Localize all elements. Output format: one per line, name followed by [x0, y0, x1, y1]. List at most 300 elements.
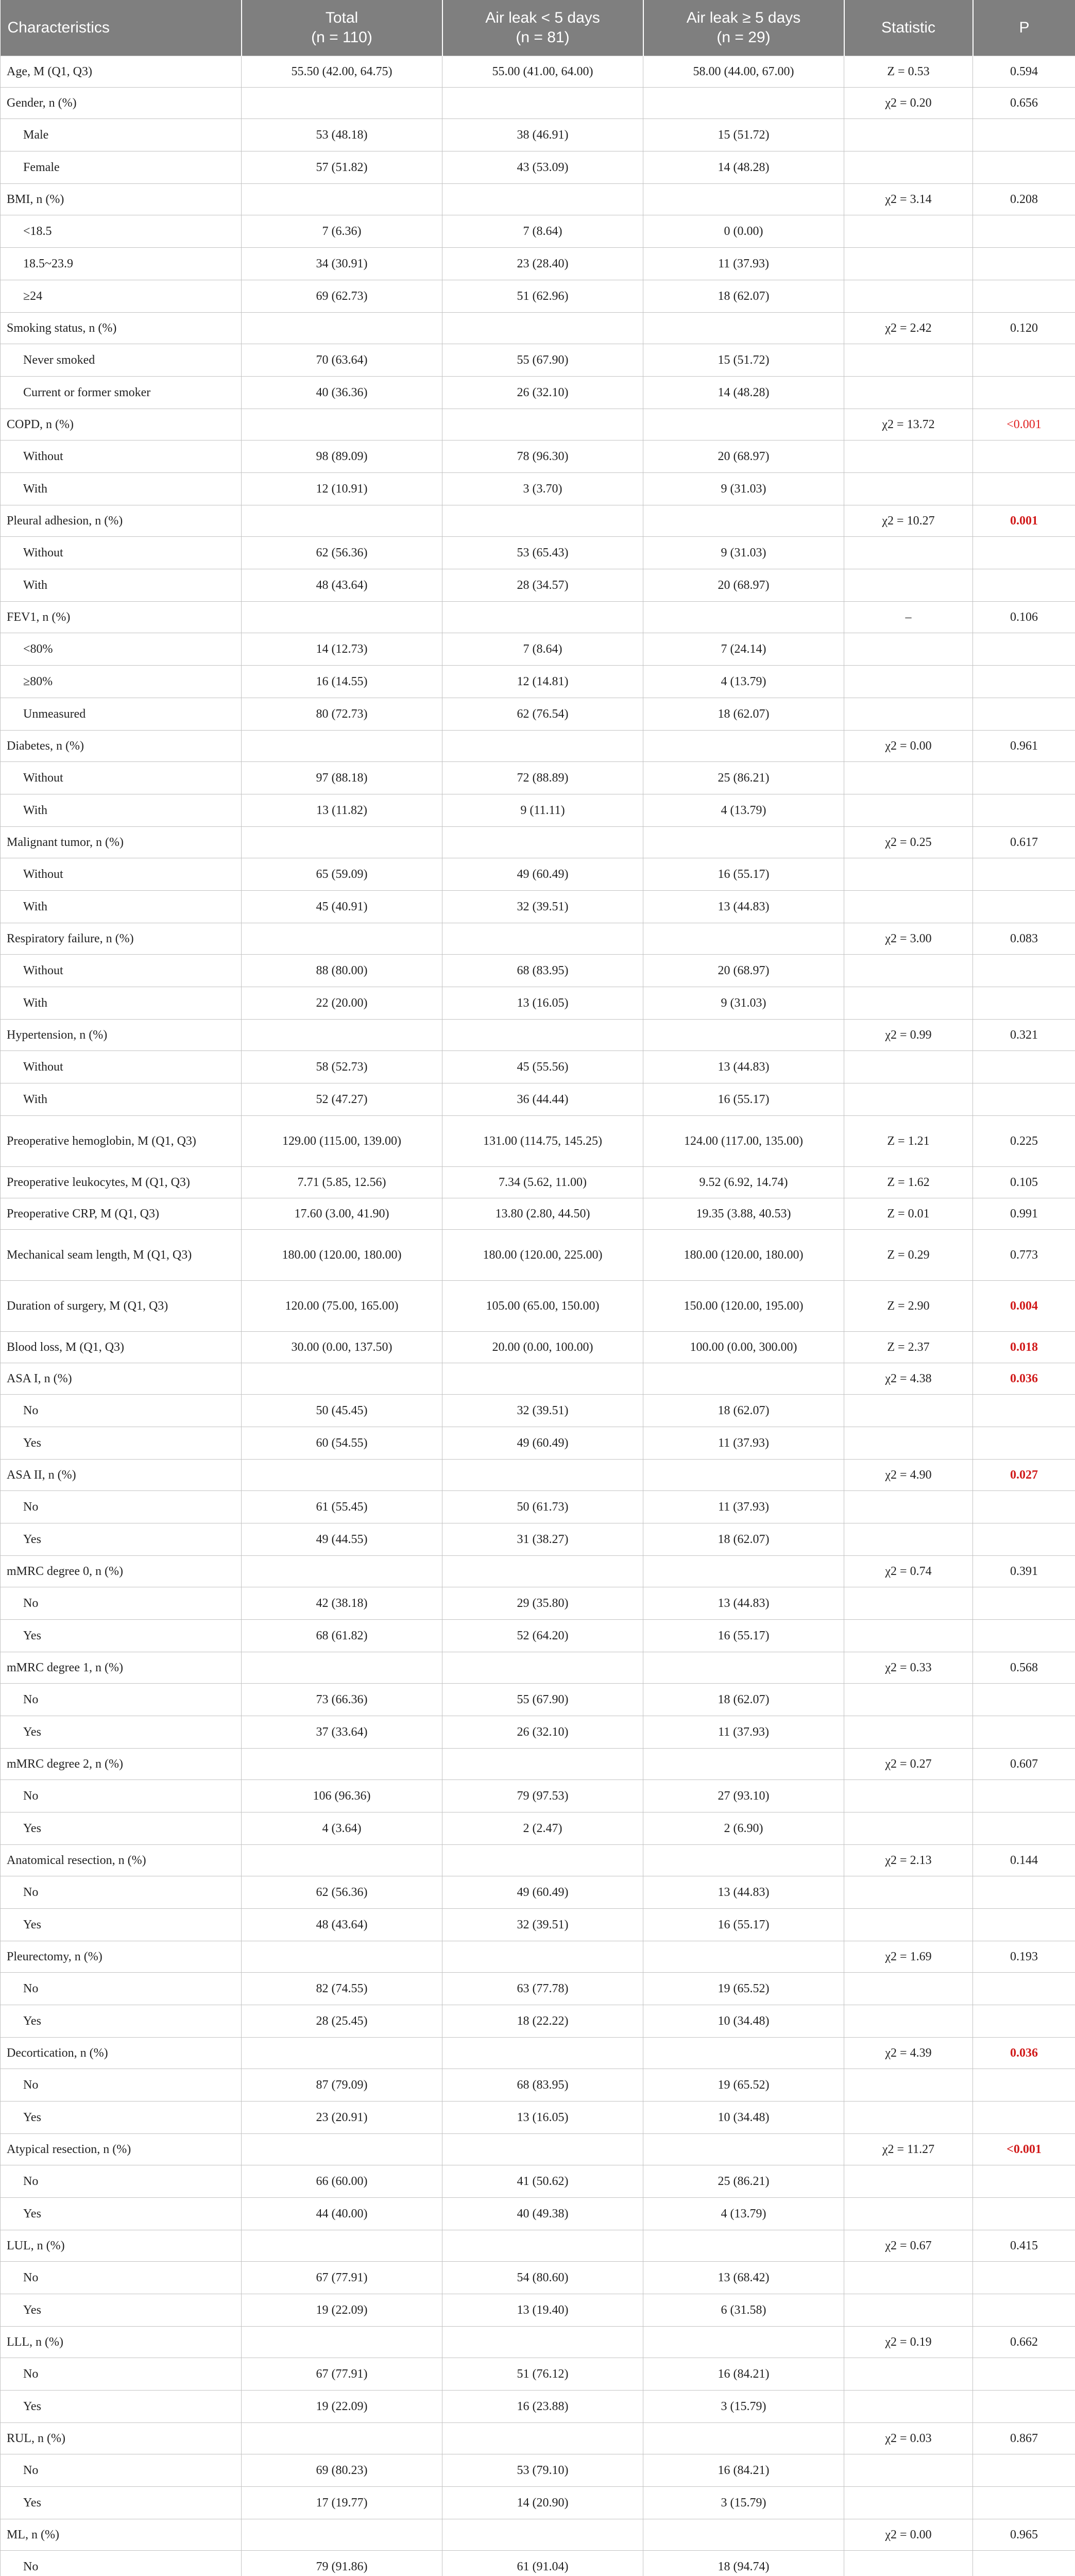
table-row	[1, 344, 1075, 377]
table-row	[1, 2102, 1075, 2134]
statistic-cell	[844, 1523, 973, 1556]
total-cell	[242, 1652, 442, 1684]
total-cell: 129.00 (115.00, 139.00)	[242, 1116, 442, 1167]
total-cell	[242, 88, 442, 119]
total-cell: 22 (20.00)	[242, 987, 442, 1020]
table-row	[1, 1845, 1075, 1876]
table-row	[1, 377, 1075, 409]
total-cell: 69 (80.23)	[242, 2454, 442, 2487]
table-row	[1, 2423, 1075, 2454]
p-value-cell	[973, 2005, 1075, 2038]
p-value-cell: 0.193	[973, 1941, 1075, 1973]
header-air-leak-long	[643, 0, 844, 56]
short-leak-cell	[442, 2134, 643, 2165]
long-leak-cell: 20 (68.97)	[643, 569, 844, 602]
short-leak-cell	[442, 1941, 643, 1973]
long-leak-cell: 16 (84.21)	[643, 2358, 844, 2391]
p-value-cell	[973, 987, 1075, 1020]
table-row	[1, 2487, 1075, 2519]
table-row	[1, 923, 1075, 955]
long-leak-cell: 14 (48.28)	[643, 377, 844, 409]
p-value-cell	[973, 858, 1075, 891]
table-row	[1, 1460, 1075, 1491]
long-leak-cell	[643, 1556, 844, 1587]
table-body	[1, 56, 1075, 2576]
table-row	[1, 1780, 1075, 1812]
statistic-cell	[844, 2294, 973, 2327]
table-row	[1, 1716, 1075, 1749]
p-value-cell: 0.656	[973, 88, 1075, 119]
total-cell: 98 (89.09)	[242, 440, 442, 473]
short-leak-cell: 12 (14.81)	[442, 666, 643, 698]
statistic-cell	[844, 1684, 973, 1716]
short-leak-cell: 26 (32.10)	[442, 1716, 643, 1749]
table-row	[1, 440, 1075, 473]
p-value-cell	[973, 1973, 1075, 2005]
row-label: Yes	[1, 1909, 242, 1941]
short-leak-cell	[442, 88, 643, 119]
row-label: Mechanical seam length, M (Q1, Q3)	[1, 1230, 242, 1281]
p-value-cell	[973, 569, 1075, 602]
table-row	[1, 280, 1075, 313]
row-label: Without	[1, 440, 242, 473]
statistic-cell	[844, 1780, 973, 1812]
p-value-cell: 0.415	[973, 2230, 1075, 2262]
long-leak-cell	[643, 409, 844, 440]
statistic-cell	[844, 666, 973, 698]
statistic-cell	[844, 2005, 973, 2038]
table-row	[1, 2005, 1075, 2038]
statistic-cell	[844, 2069, 973, 2102]
short-leak-cell: 7.34 (5.62, 11.00)	[442, 1167, 643, 1198]
p-value-cell	[973, 2198, 1075, 2230]
short-leak-cell	[442, 505, 643, 537]
statistic-cell: χ2 = 11.27	[844, 2134, 973, 2165]
table-row	[1, 794, 1075, 827]
statistic-cell	[844, 1909, 973, 1941]
row-label: Preoperative hemoglobin, M (Q1, Q3)	[1, 1116, 242, 1167]
total-cell	[242, 731, 442, 762]
header-total	[242, 0, 442, 56]
row-label: With	[1, 891, 242, 923]
statistic-cell: Z = 1.62	[844, 1167, 973, 1198]
long-leak-cell: 150.00 (120.00, 195.00)	[643, 1281, 844, 1332]
row-label: Malignant tumor, n (%)	[1, 827, 242, 858]
short-leak-cell: 105.00 (65.00, 150.00)	[442, 1281, 643, 1332]
row-label: Unmeasured	[1, 698, 242, 731]
total-cell: 34 (30.91)	[242, 248, 442, 280]
statistic-cell	[844, 2102, 973, 2134]
row-label: Atypical resection, n (%)	[1, 2134, 242, 2165]
total-cell: 30.00 (0.00, 137.50)	[242, 1332, 442, 1363]
long-leak-cell: 18 (62.07)	[643, 1684, 844, 1716]
table-row	[1, 2230, 1075, 2262]
statistic-cell	[844, 344, 973, 377]
short-leak-cell: 61 (91.04)	[442, 2551, 643, 2576]
total-cell: 67 (77.91)	[242, 2262, 442, 2294]
long-leak-cell	[643, 827, 844, 858]
short-leak-cell	[442, 602, 643, 633]
total-cell: 19 (22.09)	[242, 2391, 442, 2423]
row-label: No	[1, 2165, 242, 2198]
p-value-cell: 0.004	[973, 1281, 1075, 1332]
row-label: Without	[1, 762, 242, 794]
short-leak-cell: 7 (8.64)	[442, 215, 643, 248]
p-value-cell: 0.106	[973, 602, 1075, 633]
total-cell	[242, 1749, 442, 1780]
long-leak-cell: 19.35 (3.88, 40.53)	[643, 1198, 844, 1230]
row-label: Yes	[1, 2487, 242, 2519]
row-label: Male	[1, 119, 242, 151]
p-value-cell: 0.594	[973, 56, 1075, 88]
p-value-cell	[973, 1051, 1075, 1083]
short-leak-cell: 7 (8.64)	[442, 633, 643, 666]
total-cell	[242, 2327, 442, 2358]
table-row	[1, 2358, 1075, 2391]
p-value-cell	[973, 215, 1075, 248]
total-cell	[242, 2519, 442, 2551]
row-label: No	[1, 1684, 242, 1716]
header-air-leak-short	[442, 0, 643, 56]
header-long-n: (n = 29)	[716, 29, 771, 46]
table-row	[1, 2069, 1075, 2102]
row-label: Smoking status, n (%)	[1, 313, 242, 344]
total-cell: 16 (14.55)	[242, 666, 442, 698]
table-row	[1, 1363, 1075, 1395]
statistic-cell	[844, 2454, 973, 2487]
p-value-cell	[973, 377, 1075, 409]
table-row	[1, 602, 1075, 633]
statistic-cell	[844, 1587, 973, 1620]
table-row	[1, 473, 1075, 505]
p-value-cell: 0.027	[973, 1460, 1075, 1491]
total-cell: 19 (22.09)	[242, 2294, 442, 2327]
table-row	[1, 537, 1075, 569]
total-cell	[242, 1363, 442, 1395]
long-leak-cell	[643, 1941, 844, 1973]
long-leak-cell	[643, 88, 844, 119]
table-row	[1, 56, 1075, 88]
row-label: Duration of surgery, M (Q1, Q3)	[1, 1281, 242, 1332]
p-value-cell	[973, 1395, 1075, 1427]
statistic-cell	[844, 377, 973, 409]
short-leak-cell: 32 (39.51)	[442, 891, 643, 923]
statistic-cell: Z = 0.53	[844, 56, 973, 88]
short-leak-cell: 72 (88.89)	[442, 762, 643, 794]
long-leak-cell	[643, 2423, 844, 2454]
p-value-cell	[973, 1523, 1075, 1556]
header-row	[1, 0, 1075, 56]
table-row	[1, 2038, 1075, 2069]
short-leak-cell: 32 (39.51)	[442, 1909, 643, 1941]
short-leak-cell: 45 (55.56)	[442, 1051, 643, 1083]
p-value-cell: 0.036	[973, 2038, 1075, 2069]
long-leak-cell: 25 (86.21)	[643, 2165, 844, 2198]
total-cell	[242, 923, 442, 955]
statistic-cell: χ2 = 0.33	[844, 1652, 973, 1684]
long-leak-cell	[643, 2038, 844, 2069]
row-label: Blood loss, M (Q1, Q3)	[1, 1332, 242, 1363]
p-value-cell	[973, 891, 1075, 923]
short-leak-cell: 3 (3.70)	[442, 473, 643, 505]
total-cell	[242, 1556, 442, 1587]
p-value-cell	[973, 1716, 1075, 1749]
p-value-cell	[973, 1909, 1075, 1941]
row-label: mMRC degree 2, n (%)	[1, 1749, 242, 1780]
row-label: Preoperative CRP, M (Q1, Q3)	[1, 1198, 242, 1230]
short-leak-cell: 20.00 (0.00, 100.00)	[442, 1332, 643, 1363]
total-cell: 45 (40.91)	[242, 891, 442, 923]
long-leak-cell	[643, 184, 844, 215]
row-label: With	[1, 987, 242, 1020]
total-cell: 23 (20.91)	[242, 2102, 442, 2134]
total-cell: 97 (88.18)	[242, 762, 442, 794]
long-leak-cell	[643, 602, 844, 633]
long-leak-cell: 6 (31.58)	[643, 2294, 844, 2327]
statistic-cell: χ2 = 0.99	[844, 1020, 973, 1051]
long-leak-cell: 124.00 (117.00, 135.00)	[643, 1116, 844, 1167]
short-leak-cell: 43 (53.09)	[442, 151, 643, 184]
short-leak-cell: 23 (28.40)	[442, 248, 643, 280]
long-leak-cell	[643, 1460, 844, 1491]
p-value-cell	[973, 2262, 1075, 2294]
row-label: ASA II, n (%)	[1, 1460, 242, 1491]
total-cell: 69 (62.73)	[242, 280, 442, 313]
short-leak-cell: 50 (61.73)	[442, 1491, 643, 1523]
p-value-cell: 0.867	[973, 2423, 1075, 2454]
p-value-cell: 0.662	[973, 2327, 1075, 2358]
p-value-cell: 0.321	[973, 1020, 1075, 1051]
table-row	[1, 1684, 1075, 1716]
total-cell: 12 (10.91)	[242, 473, 442, 505]
row-label: COPD, n (%)	[1, 409, 242, 440]
row-label: Respiratory failure, n (%)	[1, 923, 242, 955]
total-cell	[242, 1460, 442, 1491]
long-leak-cell	[643, 1363, 844, 1395]
table-row	[1, 248, 1075, 280]
row-label: No	[1, 1780, 242, 1812]
short-leak-cell	[442, 313, 643, 344]
row-label: ≥24	[1, 280, 242, 313]
short-leak-cell: 28 (34.57)	[442, 569, 643, 602]
long-leak-cell: 11 (37.93)	[643, 248, 844, 280]
table-row	[1, 1116, 1075, 1167]
table-row	[1, 1491, 1075, 1523]
header-total-n: (n = 110)	[311, 29, 372, 46]
p-value-cell	[973, 2069, 1075, 2102]
long-leak-cell: 18 (62.07)	[643, 280, 844, 313]
statistic-cell: –	[844, 602, 973, 633]
row-label: No	[1, 2454, 242, 2487]
total-cell: 66 (60.00)	[242, 2165, 442, 2198]
statistic-cell: χ2 = 13.72	[844, 409, 973, 440]
total-cell: 82 (74.55)	[242, 1973, 442, 2005]
long-leak-cell	[643, 2327, 844, 2358]
statistic-cell	[844, 119, 973, 151]
table-row	[1, 1556, 1075, 1587]
statistic-cell: χ2 = 0.25	[844, 827, 973, 858]
total-cell: 79 (91.86)	[242, 2551, 442, 2576]
statistic-cell	[844, 569, 973, 602]
table-row	[1, 666, 1075, 698]
row-label: Preoperative leukocytes, M (Q1, Q3)	[1, 1167, 242, 1198]
statistic-cell: χ2 = 2.42	[844, 313, 973, 344]
table-row	[1, 987, 1075, 1020]
short-leak-cell	[442, 1460, 643, 1491]
total-cell: 37 (33.64)	[242, 1716, 442, 1749]
row-label: <80%	[1, 633, 242, 666]
long-leak-cell: 18 (94.74)	[643, 2551, 844, 2576]
long-leak-cell	[643, 2519, 844, 2551]
short-leak-cell: 55.00 (41.00, 64.00)	[442, 56, 643, 88]
statistic-cell: Z = 0.01	[844, 1198, 973, 1230]
long-leak-cell: 2 (6.90)	[643, 1812, 844, 1845]
short-leak-cell: 31 (38.27)	[442, 1523, 643, 1556]
table-row	[1, 698, 1075, 731]
header-characteristics: Characteristics	[1, 0, 242, 56]
statistic-cell: χ2 = 0.00	[844, 2519, 973, 2551]
short-leak-cell	[442, 1845, 643, 1876]
row-label: Without	[1, 858, 242, 891]
statistic-cell	[844, 1491, 973, 1523]
short-leak-cell: 55 (67.90)	[442, 1684, 643, 1716]
table-row	[1, 119, 1075, 151]
p-value-cell	[973, 1780, 1075, 1812]
total-cell: 87 (79.09)	[242, 2069, 442, 2102]
statistic-cell	[844, 537, 973, 569]
total-cell: 60 (54.55)	[242, 1427, 442, 1460]
long-leak-cell: 13 (68.42)	[643, 2262, 844, 2294]
row-label: <18.5	[1, 215, 242, 248]
p-value-cell: 0.991	[973, 1198, 1075, 1230]
p-value-cell	[973, 633, 1075, 666]
table-row	[1, 762, 1075, 794]
short-leak-cell: 51 (62.96)	[442, 280, 643, 313]
statistic-cell	[844, 891, 973, 923]
statistic-cell	[844, 248, 973, 280]
short-leak-cell	[442, 409, 643, 440]
p-value-cell: 0.225	[973, 1116, 1075, 1167]
total-cell: 106 (96.36)	[242, 1780, 442, 1812]
row-label: ≥80%	[1, 666, 242, 698]
short-leak-cell: 180.00 (120.00, 225.00)	[442, 1230, 643, 1281]
total-cell	[242, 1941, 442, 1973]
row-label: Without	[1, 1051, 242, 1083]
short-leak-cell: 13 (16.05)	[442, 987, 643, 1020]
total-cell	[242, 184, 442, 215]
p-value-cell	[973, 1427, 1075, 1460]
p-value-cell: 0.965	[973, 2519, 1075, 2551]
long-leak-cell: 18 (62.07)	[643, 1395, 844, 1427]
short-leak-cell: 41 (50.62)	[442, 2165, 643, 2198]
p-value-cell: 0.105	[973, 1167, 1075, 1198]
row-label: BMI, n (%)	[1, 184, 242, 215]
table-row	[1, 891, 1075, 923]
statistic-cell: Z = 0.29	[844, 1230, 973, 1281]
row-label: No	[1, 1876, 242, 1909]
row-label: ML, n (%)	[1, 2519, 242, 2551]
short-leak-cell: 55 (67.90)	[442, 344, 643, 377]
statistic-cell: χ2 = 4.38	[844, 1363, 973, 1395]
p-value-cell	[973, 280, 1075, 313]
statistic-cell	[844, 473, 973, 505]
long-leak-cell: 25 (86.21)	[643, 762, 844, 794]
long-leak-cell: 9 (31.03)	[643, 987, 844, 1020]
total-cell: 40 (36.36)	[242, 377, 442, 409]
short-leak-cell	[442, 1652, 643, 1684]
statistic-cell	[844, 955, 973, 987]
total-cell: 55.50 (42.00, 64.75)	[242, 56, 442, 88]
short-leak-cell: 53 (79.10)	[442, 2454, 643, 2487]
long-leak-cell: 9 (31.03)	[643, 473, 844, 505]
statistic-cell	[844, 2198, 973, 2230]
short-leak-cell: 29 (35.80)	[442, 1587, 643, 1620]
total-cell: 73 (66.36)	[242, 1684, 442, 1716]
statistic-cell: χ2 = 4.90	[844, 1460, 973, 1491]
total-cell: 62 (56.36)	[242, 537, 442, 569]
statistic-cell: χ2 = 1.69	[844, 1941, 973, 1973]
table-row	[1, 1051, 1075, 1083]
row-label: Yes	[1, 2294, 242, 2327]
statistic-cell	[844, 1876, 973, 1909]
short-leak-cell: 68 (83.95)	[442, 2069, 643, 2102]
header-short-n: (n = 81)	[516, 29, 570, 46]
p-value-cell: 0.083	[973, 923, 1075, 955]
row-label: Pleural adhesion, n (%)	[1, 505, 242, 537]
p-value-cell	[973, 2165, 1075, 2198]
long-leak-cell: 27 (93.10)	[643, 1780, 844, 1812]
short-leak-cell: 54 (80.60)	[442, 2262, 643, 2294]
p-value-cell	[973, 1812, 1075, 1845]
statistic-cell	[844, 633, 973, 666]
row-label: No	[1, 1395, 242, 1427]
row-label: Anatomical resection, n (%)	[1, 1845, 242, 1876]
long-leak-cell: 10 (34.48)	[643, 2102, 844, 2134]
long-leak-cell	[643, 505, 844, 537]
statistic-cell: χ2 = 2.13	[844, 1845, 973, 1876]
row-label: Female	[1, 151, 242, 184]
total-cell: 52 (47.27)	[242, 1083, 442, 1116]
long-leak-cell: 0 (0.00)	[643, 215, 844, 248]
table-row	[1, 2391, 1075, 2423]
table-row	[1, 2294, 1075, 2327]
p-value-cell	[973, 2454, 1075, 2487]
table-row	[1, 1083, 1075, 1116]
header-short-label: Air leak < 5 days	[485, 9, 600, 26]
row-label: With	[1, 1083, 242, 1116]
p-value-cell: 0.568	[973, 1652, 1075, 1684]
table-row	[1, 731, 1075, 762]
row-label: No	[1, 2069, 242, 2102]
long-leak-cell: 4 (13.79)	[643, 794, 844, 827]
p-value-cell	[973, 2487, 1075, 2519]
table-row	[1, 1198, 1075, 1230]
row-label: Pleurectomy, n (%)	[1, 1941, 242, 1973]
total-cell: 14 (12.73)	[242, 633, 442, 666]
total-cell: 61 (55.45)	[242, 1491, 442, 1523]
row-label: Yes	[1, 2198, 242, 2230]
statistic-cell: χ2 = 0.67	[844, 2230, 973, 2262]
total-cell: 44 (40.00)	[242, 2198, 442, 2230]
p-value-cell	[973, 344, 1075, 377]
table-row	[1, 505, 1075, 537]
statistic-cell: χ2 = 0.19	[844, 2327, 973, 2358]
table-row	[1, 1281, 1075, 1332]
short-leak-cell: 2 (2.47)	[442, 1812, 643, 1845]
short-leak-cell	[442, 184, 643, 215]
row-label: No	[1, 1587, 242, 1620]
row-label: mMRC degree 0, n (%)	[1, 1556, 242, 1587]
